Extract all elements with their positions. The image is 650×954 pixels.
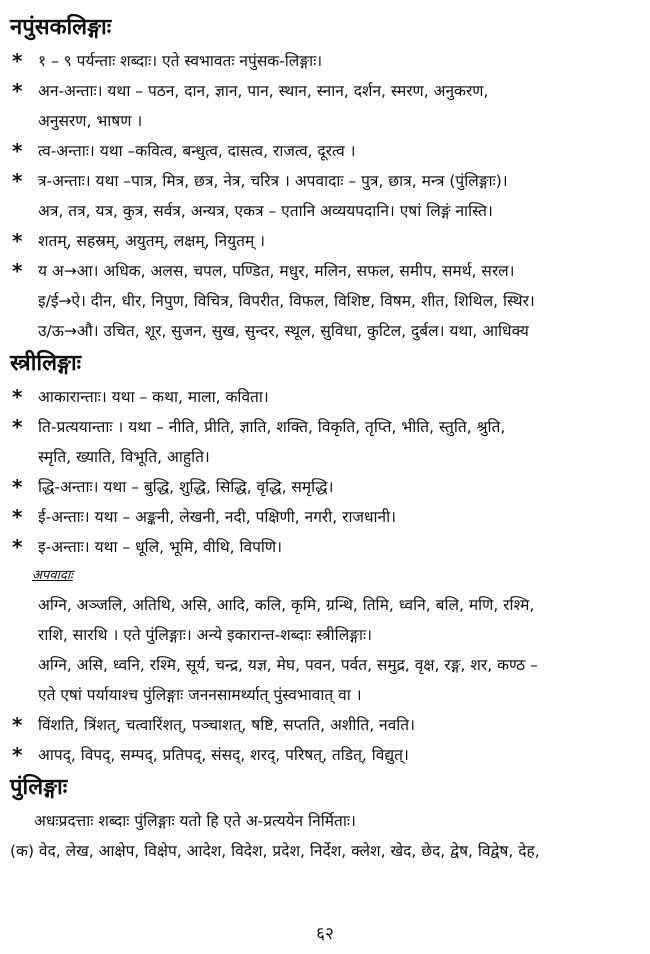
heading-stri: स्त्रीलिङ्गाः [10, 351, 82, 376]
bullet-star: * [12, 743, 23, 767]
text-line: आकारान्ताः। यथा – कथा, माला, कविता। [38, 388, 269, 406]
bullet-star: * [12, 385, 23, 409]
list-item [10, 256, 638, 346]
heading-pum: पुंलिङ्गाः [10, 775, 68, 800]
bullet-star: * [12, 229, 23, 253]
text-line: राशि, सारथि । एते पुंलिङ्गाः। अन्ये इकारान्त-शब्दाः स्त्रीलिङ्गाः। [38, 626, 373, 644]
text-line: विंशति, त्रिंशत्, चत्वारिंशत्, पञ्चाशत्, षष्टि, सप्तति, अशीति, नवति। [38, 716, 415, 734]
bullet-star: * [12, 505, 23, 529]
list-item [10, 532, 638, 562]
text-line: इ/ई→ऐ। दीन, धीर, निपुण, विचित्र, विपरीत, विफल, विशिष्ट, विषम, शीत, शिथिल, स्थिर। [38, 292, 535, 310]
bullet-star: * [12, 169, 23, 193]
apavada-block [10, 590, 638, 710]
bullet-star: * [12, 259, 23, 283]
heading-napumsaka: नपुंसकलिङ्गाः [10, 15, 112, 40]
text-line: अत्र, तत्र, यत्र, कुत्र, सर्वत्र, अन्यत्र, एकत्र – एतानि अव्ययपदानि। एषां लिङ्गं नास्ति। [38, 202, 493, 220]
text-line: त्व-अन्ताः। यथा –कवित्व, बन्धुत्व, दासत्व, राजत्व, दूरत्व । [38, 142, 356, 160]
list-item [10, 382, 638, 412]
bullet-star: * [12, 535, 23, 559]
text-line: अग्नि, अञ्जलि, अतिथि, असि, आदि, कलि, कृमि, ग्रन्थि, तिमि, ध्वनि, बलि, मणि, रश्मि, [38, 596, 535, 614]
text-line: द्धि-अन्ताः। यथा – बुद्धि, शुद्धि, सिद्धि, वृद्धि, समृद्धि। [38, 478, 334, 496]
bullet-star: * [12, 139, 23, 163]
text-line: एते एषां पर्यायाश्च पुंलिङ्गाः जननसामर्थ्यात् पुंस्वभावात् वा । [38, 686, 362, 704]
bullet-star: * [12, 713, 23, 737]
text-line: (क) वेद, लेख, आक्षेप, विक्षेप, आदेश, विदेश, प्रदेश, निर्देश, क्लेश, खेद, छेद, द्वेष, विद्वेष, देह, [10, 842, 540, 860]
text-line: शतम्, सहस्रम्, अयुतम्, लक्षम्, नियुतम् । [38, 232, 266, 250]
list-item [10, 502, 638, 532]
text-line: स्मृति, ख्याति, विभूति, आहुति। [38, 448, 210, 466]
page-number: ६२ [316, 924, 334, 944]
apavada-heading: अपवादाः [32, 568, 73, 583]
list-item [10, 226, 638, 256]
list-item [10, 76, 638, 136]
text-line: अन-अन्ताः। यथा – पठन, दान, ज्ञान, पान, स्थान, स्नान, दर्शन, स्मरण, अनुकरण, [38, 82, 489, 100]
bullet-star: * [12, 79, 23, 103]
list-item [10, 166, 638, 226]
list-item [10, 740, 638, 770]
text-line: अनुसरण, भाषण । [38, 112, 143, 130]
text-line: अधःप्रदत्ताः शब्दाः पुंलिङ्गाः यतो हि एते अ-प्रत्ययेन निर्मिताः। [34, 812, 356, 830]
bullet-star: * [12, 475, 23, 499]
list-item [10, 412, 638, 472]
text-line: इ-अन्ताः। यथा – धूलि, भूमि, वीथि, विपणि। [38, 538, 282, 556]
text-line: आपद्, विपद्, सम्पद्, प्रतिपद्, संसद्, शरद्, परिषत्, तडित्, विद्युत्। [38, 746, 409, 764]
list-item [10, 472, 638, 502]
text-line: ति-प्रत्ययान्ताः । यथा – नीति, प्रीति, ज्ञाति, शक्ति, विकृति, तृप्ति, भीति, स्तुति, श्रुति, [38, 418, 506, 436]
text-line: त्र-अन्ताः। यथा –पात्र, मित्र, छत्र, नेत्र, चरित्र । अपवादाः – पुत्र, छात्र, मन्त्र (पुंलिङ्गाः)। [38, 172, 508, 190]
bullet-star: * [12, 415, 23, 439]
text-line: उ/ऊ→औ। उचित, शूर, सुजन, सुख, सुन्दर, स्थूल, सुविधा, कुटिल, दुर्बल। यथा, आधिक्य [38, 322, 529, 340]
text-line: १ – ९ पर्यन्ताः शब्दाः। एते स्वभावतः नपुंसक-लिङ्गाः। [38, 52, 323, 70]
list-item [10, 710, 638, 740]
list-item [10, 136, 638, 166]
bullet-star: * [12, 49, 23, 73]
text-line: अग्नि, असि, ध्वनि, रश्मि, सूर्य, चन्द्र, यज्ञ, मेघ, पवन, पर्वत, समुद्र, वृक्ष, रङ्ग, शर, कण्ठ – [38, 656, 538, 674]
list-item [10, 46, 638, 76]
text-line: य अ→आ। अधिक, अलस, चपल, पण्डित, मधुर, मलिन, सफल, समीप, समर्थ, सरल। [38, 262, 515, 280]
text-line: ई-अन्ताः। यथा – अङ्कनी, लेखनी, नदी, पक्षिणी, नगरी, राजधानी। [38, 508, 397, 526]
